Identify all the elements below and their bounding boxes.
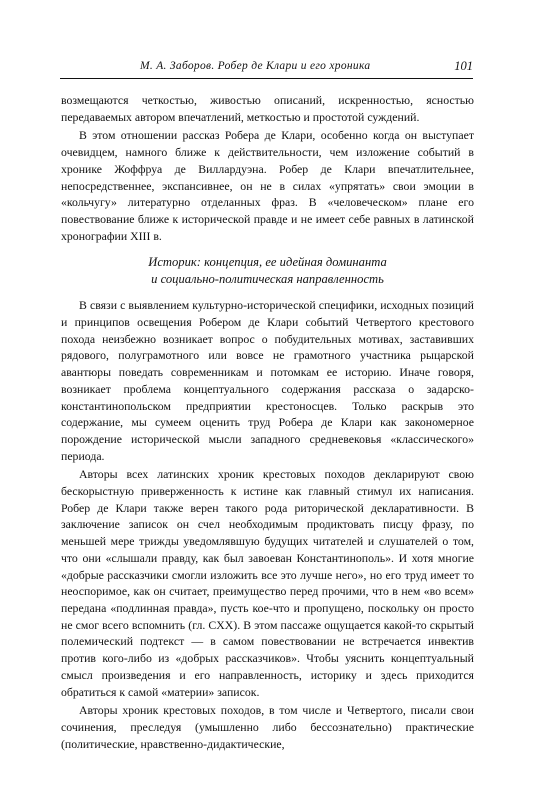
paragraph-concept: В связи с выявлением культурно-исторической специфики, исходных позиций и принципов освещения Робером де Клари событий Четвертого крестового похода неизбежно возникает вопрос о побудительных мотивах, заставивших рядового, полуграмотного или вовсе не грамотного участника рыцарской авантюры поведать современникам и потомкам ее историю. Иначе говоря, возникает проблема концептуального содержания рассказа о задарско-константинопольском предприятии крестоносцев. Только раскрыв это содержание, мы сумеем оценить труд Робера де Клари как закономерное порождение исторической мысли западного средневековья «классического» периода. <box>61 298 474 463</box>
page-number: 101 <box>454 59 473 73</box>
body-text <box>61 92 474 752</box>
header-rule <box>60 78 473 79</box>
paragraph-comparison: В этом отношении рассказ Робера де Клари, особенно когда он выступает очевидцем, намного ближе к действительности, чем изложение событий в хронике Жоффруа де Виллардуэна. Робер де Клари впечатлительнее, непосредственнее, экспансивнее, он не в силах «упрятать» свои эмоции в «кольчугу» литературно отделанных фраз. В «человеческом» плане его повествование ближе к исторической правде и не имеет себе равных в латинской хронографии XIII в. <box>61 128 474 243</box>
section-heading-line-1: Историк: концепция, ее идейная доминанта <box>148 255 387 270</box>
running-header <box>60 56 473 76</box>
paragraph-authors: Авторы хроник крестовых походов, в том числе и Четвертого, писали свои сочинения, преследуя (умышленно либо бессознательно) практические (политические, нравственно-дидактические, <box>61 703 474 751</box>
running-title: М. А. Заборов. Робер де Клари и его хроника <box>140 60 371 72</box>
section-heading <box>61 254 474 288</box>
paragraph-truth: Авторы всех латинских хроник крестовых походов декларируют свою бескорыстную приверженность к истине как главный стимул их написания. Робер де Клари также верен такого рода риторической декларативности. В заключение записок он счел необходимым продиктовать писцу фразу, по меньшей мере трижды уведомлявшую будущих читателей и слушателей о том, что они «слышали правду, как был завоеван Константинополь». И хотя многие «добрые рассказчики смогли изложить все это лучше него», но его труд имеет то неоспоримое, как он считает, преимущество перед прочими, что в нем «во всем» передана «подлинная правда», пусть кое-что и пропущено, поскольку он просто не смог всего вспомнить (гл. CXX). В этом пассаже ощущается какой-то скрытый полемический подтекст — в самом повествовании не встречается инвектив против кого-либо из «добрых рассказчиков». Чтобы уяснить концептуальный смысл произведения и его направленность, историку и здесь приходится обратиться к самой «материи» записок. <box>61 467 474 699</box>
paragraph-continued: возмещаются четкостью, живостью описаний, искренностью, ясностью передаваемых автором впечатлений, меткостью и простотой суждений. <box>61 93 474 124</box>
section-heading-line-2: и социально-политическая направленность <box>151 272 384 287</box>
